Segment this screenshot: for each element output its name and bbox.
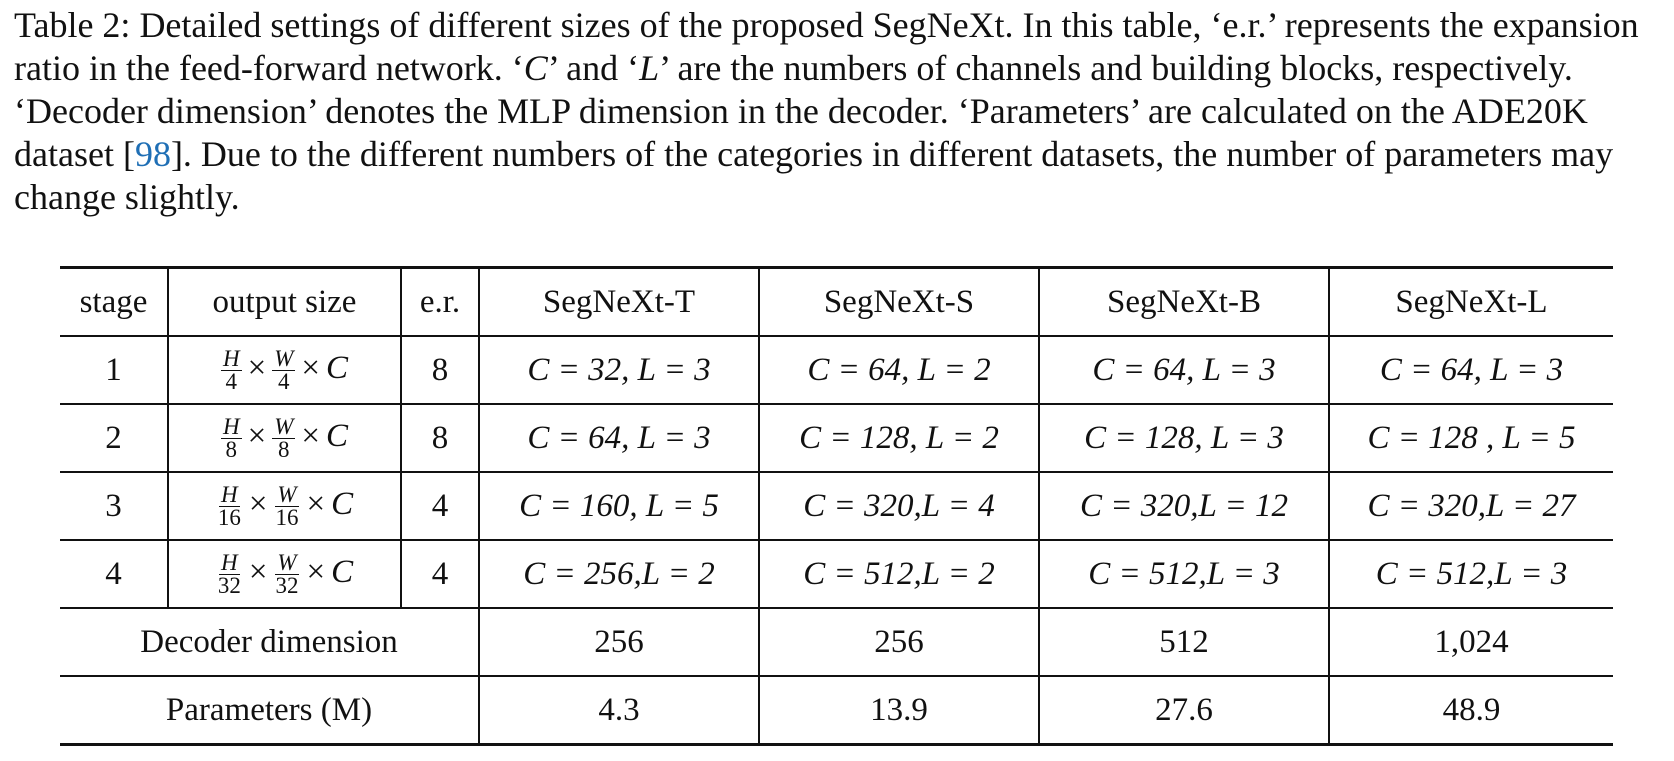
fraction-h: $\frac{H}{8}$ <box>222 413 240 462</box>
segnext-t-cell: C = 256,L = 2 <box>479 540 759 608</box>
params-value-b: 27.6 <box>1039 676 1329 745</box>
header-segnext-t: SegNeXt-T <box>479 268 759 337</box>
output-size-cell: $\frac{H}{8}$ × $\frac{W}{8}$ × C <box>168 404 401 472</box>
segnext-t-cell: C = 32, L = 3 <box>479 336 759 404</box>
er-cell: 4 <box>401 472 479 540</box>
segnext-s-cell: C = 512,L = 2 <box>759 540 1039 608</box>
output-size-cell: $\frac{H}{16}$ × $\frac{W}{16}$ × C <box>168 472 401 540</box>
segnext-s-cell: C = 320,L = 4 <box>759 472 1039 540</box>
settings-table <box>60 266 1613 746</box>
parameters-label: Parameters (M) <box>60 676 479 745</box>
decoder-value-s: 256 <box>759 608 1039 676</box>
er-cell: 4 <box>401 540 479 608</box>
decoder-dimension-row <box>60 608 1613 676</box>
decoder-dimension-label: Decoder dimension <box>60 608 479 676</box>
table-row <box>60 472 1613 540</box>
caption-text-4: ]. Due to the different numbers of the categories in different datasets, the number of parameters may change slightly. <box>14 134 1614 217</box>
header-segnext-s: SegNeXt-S <box>759 268 1039 337</box>
fraction-h: $\frac{H}{16}$ <box>217 481 241 530</box>
segnext-t-cell: C = 160, L = 5 <box>479 472 759 540</box>
fraction-h: $\frac{H}{4}$ <box>222 345 240 394</box>
caption-text-3: ’ are the numbers of channels and building blocks, respectively. ‘Decoder dimension’ denotes the MLP dimension in the decoder. ‘Parameters’ are calculated on the ADE20K dataset [ <box>14 48 1588 174</box>
segnext-s-cell: C = 64, L = 2 <box>759 336 1039 404</box>
table-row <box>60 404 1613 472</box>
params-value-t: 4.3 <box>479 676 759 745</box>
segnext-s-cell: C = 128, L = 2 <box>759 404 1039 472</box>
fraction-h: $\frac{H}{32}$ <box>217 549 241 598</box>
stage-cell: 4 <box>60 540 168 608</box>
output-size-cell: $\frac{H}{4}$ × $\frac{W}{4}$ × C <box>168 336 401 404</box>
header-stage: stage <box>60 268 168 337</box>
stage-cell: 2 <box>60 404 168 472</box>
segnext-l-cell: C = 512,L = 3 <box>1329 540 1613 608</box>
decoder-value-l: 1,024 <box>1329 608 1613 676</box>
decoder-value-t: 256 <box>479 608 759 676</box>
decoder-value-b: 512 <box>1039 608 1329 676</box>
stage-cell: 1 <box>60 336 168 404</box>
segnext-t-cell: C = 64, L = 3 <box>479 404 759 472</box>
citation-link[interactable]: 98 <box>134 134 171 174</box>
table-row <box>60 336 1613 404</box>
segnext-l-cell: C = 64, L = 3 <box>1329 336 1613 404</box>
header-row <box>60 268 1613 337</box>
er-cell: 8 <box>401 336 479 404</box>
params-value-s: 13.9 <box>759 676 1039 745</box>
header-segnext-b: SegNeXt-B <box>1039 268 1329 337</box>
segnext-l-cell: C = 128 , L = 5 <box>1329 404 1613 472</box>
caption-text-2: ’ and ‘ <box>547 48 640 88</box>
segnext-b-cell: C = 64, L = 3 <box>1039 336 1329 404</box>
segnext-l-cell: C = 320,L = 27 <box>1329 472 1613 540</box>
segnext-b-cell: C = 128, L = 3 <box>1039 404 1329 472</box>
header-segnext-l: SegNeXt-L <box>1329 268 1613 337</box>
fraction-w: $\frac{W}{32}$ <box>275 549 299 598</box>
caption-var-l: L <box>639 48 660 88</box>
header-output-size: output size <box>168 268 401 337</box>
table-row <box>60 540 1613 608</box>
parameters-row <box>60 676 1613 745</box>
segnext-b-cell: C = 320,L = 12 <box>1039 472 1329 540</box>
er-cell: 8 <box>401 404 479 472</box>
header-er: e.r. <box>401 268 479 337</box>
output-size-cell: $\frac{H}{32}$ × $\frac{W}{32}$ × C <box>168 540 401 608</box>
params-value-l: 48.9 <box>1329 676 1613 745</box>
fraction-w: $\frac{W}{8}$ <box>274 413 294 462</box>
fraction-w: $\frac{W}{4}$ <box>274 345 294 394</box>
fraction-w: $\frac{W}{16}$ <box>275 481 299 530</box>
stage-cell: 3 <box>60 472 168 540</box>
caption-var-c: C <box>523 48 548 88</box>
caption-text-1: Table 2: Detailed settings of different sizes of the proposed SegNeXt. In this table, ‘e.r.’ represents the expansion ratio in the feed-forward network. ‘ <box>14 5 1639 88</box>
segnext-b-cell: C = 512,L = 3 <box>1039 540 1329 608</box>
table-caption <box>14 4 1664 219</box>
